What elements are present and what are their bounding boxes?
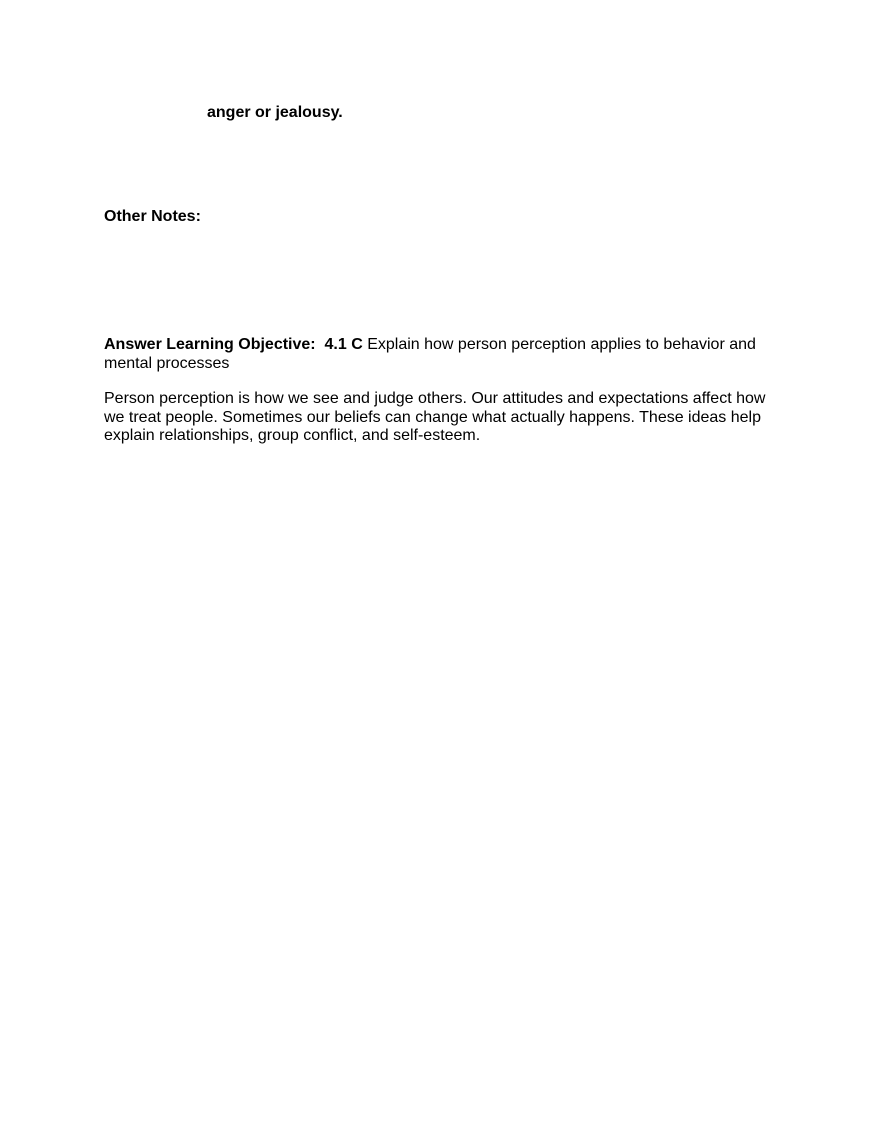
summary-paragraph: Person perception is how we see and judge others. Our attitudes and expectations affect how we treat people. Sometimes our beliefs can change what actually happens. These ideas help explain relationships, group conflict, and self-esteem. [104, 390, 766, 444]
other-notes-heading: Other Notes: [104, 208, 201, 225]
objective-code: 4.1 C [324, 336, 363, 353]
continuation-text: anger or jealousy. [207, 104, 343, 121]
objective-label: Answer Learning Objective: [104, 336, 316, 353]
learning-objective [104, 336, 774, 373]
objective-text: Explain how person perception applies to behavior and mental processes [104, 336, 756, 372]
